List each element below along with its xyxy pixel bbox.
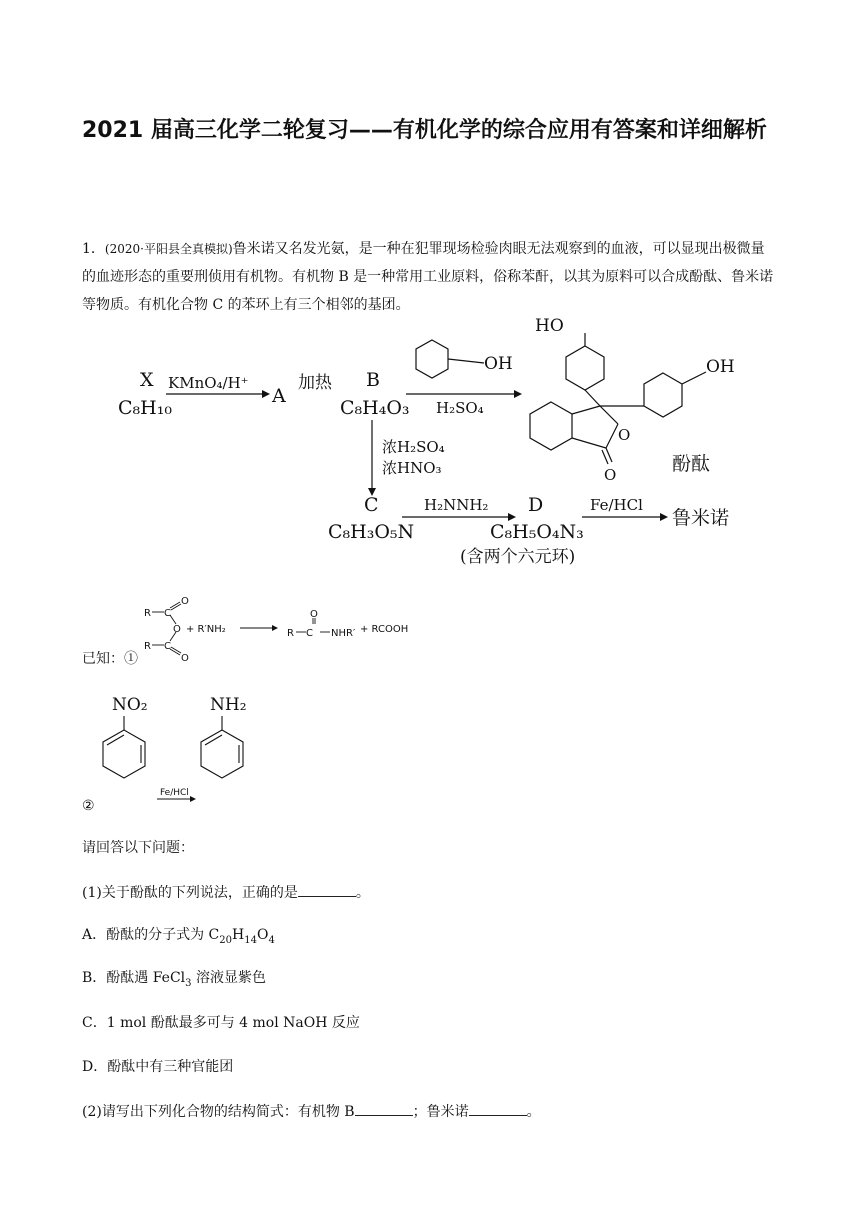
known-reaction-1 [82, 590, 422, 668]
answer-blank-luminol[interactable] [469, 1101, 527, 1116]
reagent-conc-h2so4: 浓H₂SO₄ [382, 438, 445, 456]
nitro-group: NO₂ [112, 695, 148, 715]
question-1 [82, 882, 370, 903]
reaction-scheme [0, 305, 860, 583]
compound-c-formula: C₈H₃O₅N [328, 521, 415, 543]
option-b-text: B．酚酞遇 FeCl [82, 970, 186, 986]
question-number: 1． [82, 241, 105, 257]
amine-reagent: + R′NH₂ [186, 624, 226, 635]
reagent-h2so4: H₂SO₄ [436, 399, 484, 417]
option-b-sub: 3 [185, 977, 192, 989]
known-label-2: ② [82, 798, 95, 814]
question-1-end: 。 [355, 885, 370, 901]
known-label: 已知：① [82, 651, 138, 667]
r-group-2: R [144, 641, 151, 652]
questions-prompt: 请回答以下问题： [82, 840, 194, 856]
compound-b-label: B [366, 369, 380, 391]
heat-label: 加热 [298, 373, 332, 393]
question-1-text: (1)关于酚酞的下列说法，正确的是 [82, 885, 298, 901]
answer-blank-1[interactable] [298, 882, 356, 897]
question-source: (2020·平阳县全真模拟) [104, 242, 233, 256]
carbonyl-o-2: O [181, 653, 189, 664]
option-a [82, 925, 275, 951]
carbonyl-c-2: C [164, 641, 171, 652]
intro-text: 鲁米诺又名发光氨，是一种在犯罪现场检验肉眼无法观察到的血液，可以显现出极微量的血迹形态的重要刑侦用有机物。有机物 B 是一种常用工业原料，俗称苯酐，以其为原料可以合成酚酞、鲁米诺等物质。有机化合物 C 的苯环上有三个相邻的基团。 [82, 241, 774, 313]
option-d: D．酚酞中有三种官能团 [82, 1059, 234, 1075]
compound-d-label: D [528, 494, 544, 516]
option-a-h: H [232, 927, 245, 943]
reagent-kmno4: KMnO₄/H⁺ [168, 374, 249, 392]
compound-b-formula: C₈H₄O₃ [340, 397, 410, 419]
phenol-oh: OH [484, 354, 513, 374]
question-2-end: 。 [526, 1104, 541, 1120]
product-r: R [287, 628, 294, 639]
compound-x-label: X [140, 369, 154, 391]
question-2-mid: ；鲁米诺 [412, 1104, 469, 1120]
compound-d-formula: C₈H₅O₄N₃ [490, 521, 584, 543]
reagent-conc-hno3: 浓HNO₃ [382, 459, 442, 477]
r-group-1: R [144, 608, 151, 619]
product-nh: NHR′ [331, 628, 356, 639]
phenolphthalein-name: 酚酞 [672, 453, 711, 475]
option-a-sub3: 4 [268, 934, 275, 946]
known-reagent-fe-hcl: Fe/HCl [160, 788, 189, 798]
option-b-post: 溶液显紫色 [191, 970, 266, 986]
reagent-hydrazine: H₂NNH₂ [424, 496, 489, 514]
known-reaction-2 [82, 688, 282, 814]
product-acid: + RCOOH [360, 624, 409, 635]
carbonyl-o-1: O [181, 596, 189, 607]
question-2 [82, 1101, 541, 1122]
carbonyl-c-1: C [164, 608, 171, 619]
question-2-text: (2)请写出下列化合物的结构简式：有机物 B [82, 1104, 355, 1120]
luminol-name: 鲁米诺 [672, 507, 730, 529]
page-title: 2021 届高三化学二轮复习——有机化学的综合应用有答案和详细解析 [82, 118, 767, 143]
phenolphthalein-oh: OH [706, 357, 735, 377]
phenolphthalein-ring-o: O [618, 426, 631, 444]
option-a-sub1: 20 [219, 934, 233, 946]
bridge-o: O [173, 624, 181, 635]
option-a-sub2: 14 [244, 934, 257, 946]
phenolphthalein-ho: HO [535, 316, 564, 336]
compound-x-formula: C₈H₁₀ [118, 397, 172, 419]
answer-blank-b[interactable] [355, 1101, 413, 1116]
phenolphthalein-carbonyl-o: O [604, 466, 617, 484]
option-a-text: A．酚酞的分子式为 C [82, 927, 220, 943]
product-o: O [310, 609, 318, 620]
product-c: C [306, 628, 313, 639]
option-b [82, 968, 266, 994]
compound-c-label: C [364, 494, 379, 516]
reagent-fe-hcl: Fe/HCl [590, 496, 643, 514]
option-a-o: O [256, 927, 269, 943]
amino-group: NH₂ [210, 695, 247, 715]
option-c: C．1 mol 酚酞最多可与 4 mol NaOH 反应 [82, 1015, 360, 1031]
compound-d-note: (含两个六元环) [460, 547, 576, 567]
compound-a-label: A [272, 385, 286, 407]
